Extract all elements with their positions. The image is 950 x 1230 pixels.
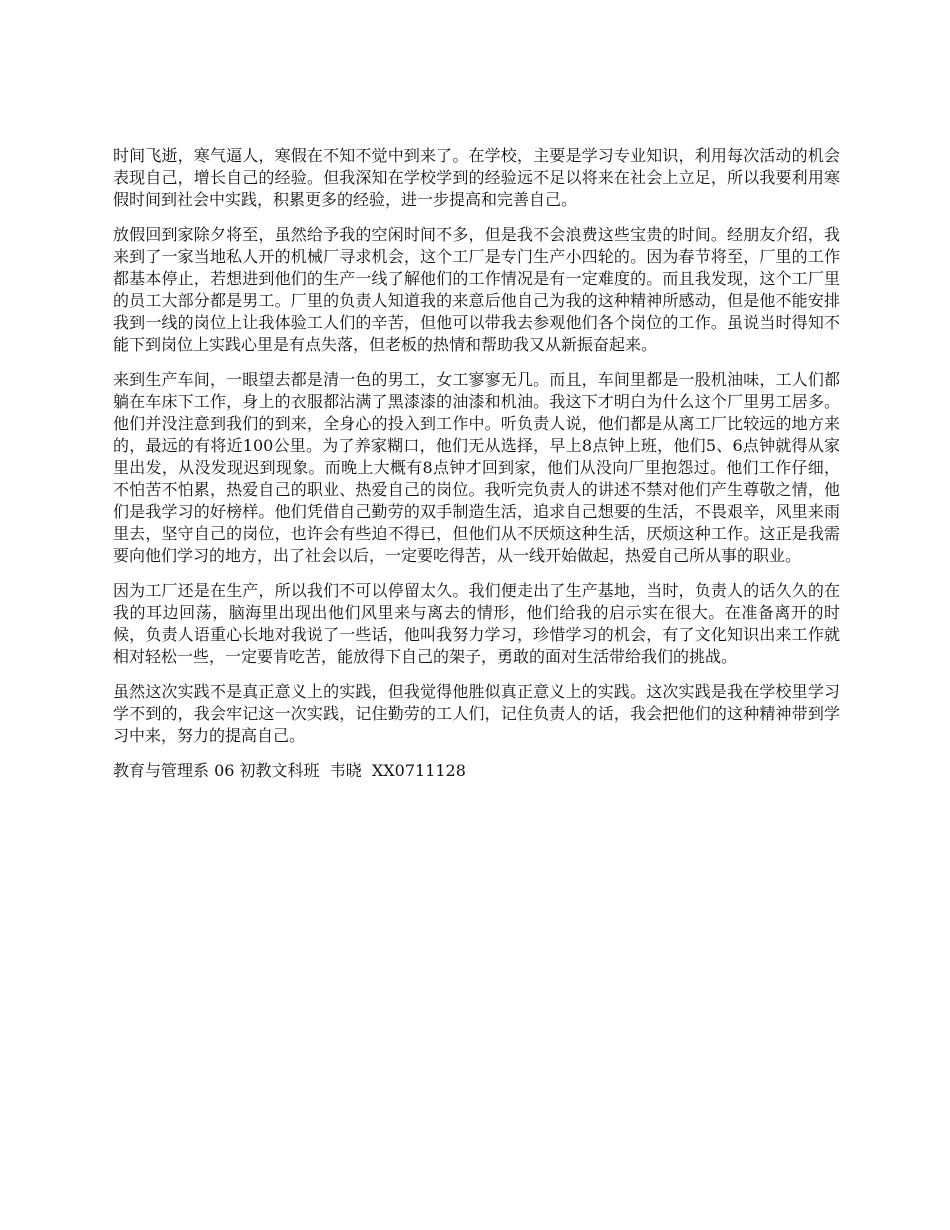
- paragraph-3: 来到生产车间，一眼望去都是清一色的男工，女工寥寥无几。而且，车间里都是一股机油味，工人们都躺在车床下工作，身上的衣服都沾满了黑漆漆的油漆和机油。我这下才明白为什么这个厂里男工居多。他们并没注意到我们的到来，全身心的投入到工作中。听负责人说，他们都是从离工厂比较远的地方来的，最远的有将近100公里。为了养家糊口，他们无从选择，早上8点钟上班，他们5、6点钟就得从家里出发，从没发现迟到现象。而晚上大概有8点钟才回到家，他们从没向厂里抱怨过。他们工作仔细，不怕苦不怕累，热爱自己的职业、热爱自己的岗位。我听完负责人的讲述不禁对他们产生尊敬之情，他们是我学习的好榜样。他们凭借自己勤劳的双手制造生活，追求自己想要的生活，不畏艰辛，风里来雨里去，坚守自己的岗位，也许会有些迫不得已，但他们从不厌烦这种生活，厌烦这种工作。这正是我需要向他们学习的地方，出了社会以后，一定要吃得苦，从一线开始做起，热爱自己所从事的职业。: [113, 370, 840, 565]
- paragraph-5: 虽然这次实践不是真正意义上的实践，但我觉得他胜似真正意义上的实践。这次实践是我在学校里学习学不到的，我会牢记这一次实践，记住勤劳的工人们，记住负责人的话，我会把他们的这种精神带到学习中来，努力的提高自己。: [113, 682, 840, 745]
- document-body: [113, 145, 840, 782]
- paragraph-1: 时间飞逝，寒气逼人，寒假在不知不觉中到来了。在学校，主要是学习专业知识，利用每次活动的机会表现自己，增长自己的经验。但我深知在学校学到的经验远不足以将来在社会上立足，所以我要利用寒假时间到社会中实践，积累更多的经验，进一步提高和完善自己。: [113, 146, 840, 209]
- paragraph-2: 放假回到家除夕将至，虽然给予我的空闲时间不多，但是我不会浪费这些宝贵的时间。经朋友介绍，我来到了一家当地私人开的机械厂寻求机会，这个工厂是专门生产小四轮的。因为春节将至，厂里的工作都基本停止，若想进到他们的生产一线了解他们的工作情况是有一定难度的。而且我发现，这个工厂里的员工大部分都是男工。厂里的负责人知道我的来意后他自己为我的这种精神所感动，但是他不能安排我到一线的岗位上让我体验工人们的辛苦，但他可以带我去参观他们各个岗位的工作。虽说当时得知不能下到岗位上实践心里是有点失落，但老板的热情和帮助我又从新振奋起来。: [113, 225, 840, 354]
- author-signature: 教育与管理系 06 初教文科班 韦晓 XX0711128: [113, 761, 466, 780]
- paragraph-4: 因为工厂还是在生产，所以我们不可以停留太久。我们便走出了生产基地，当时，负责人的话久久的在我的耳边回荡，脑海里出现出他们风里来与离去的情形，他们给我的启示实在很大。在准备离开的时候，负责人语重心长地对我说了一些话，他叫我努力学习，珍惜学习的机会，有了文化知识出来工作就相对轻松一些，一定要肯吃苦，能放得下自己的架子，勇敢的面对生活带给我们的挑战。: [113, 581, 840, 666]
